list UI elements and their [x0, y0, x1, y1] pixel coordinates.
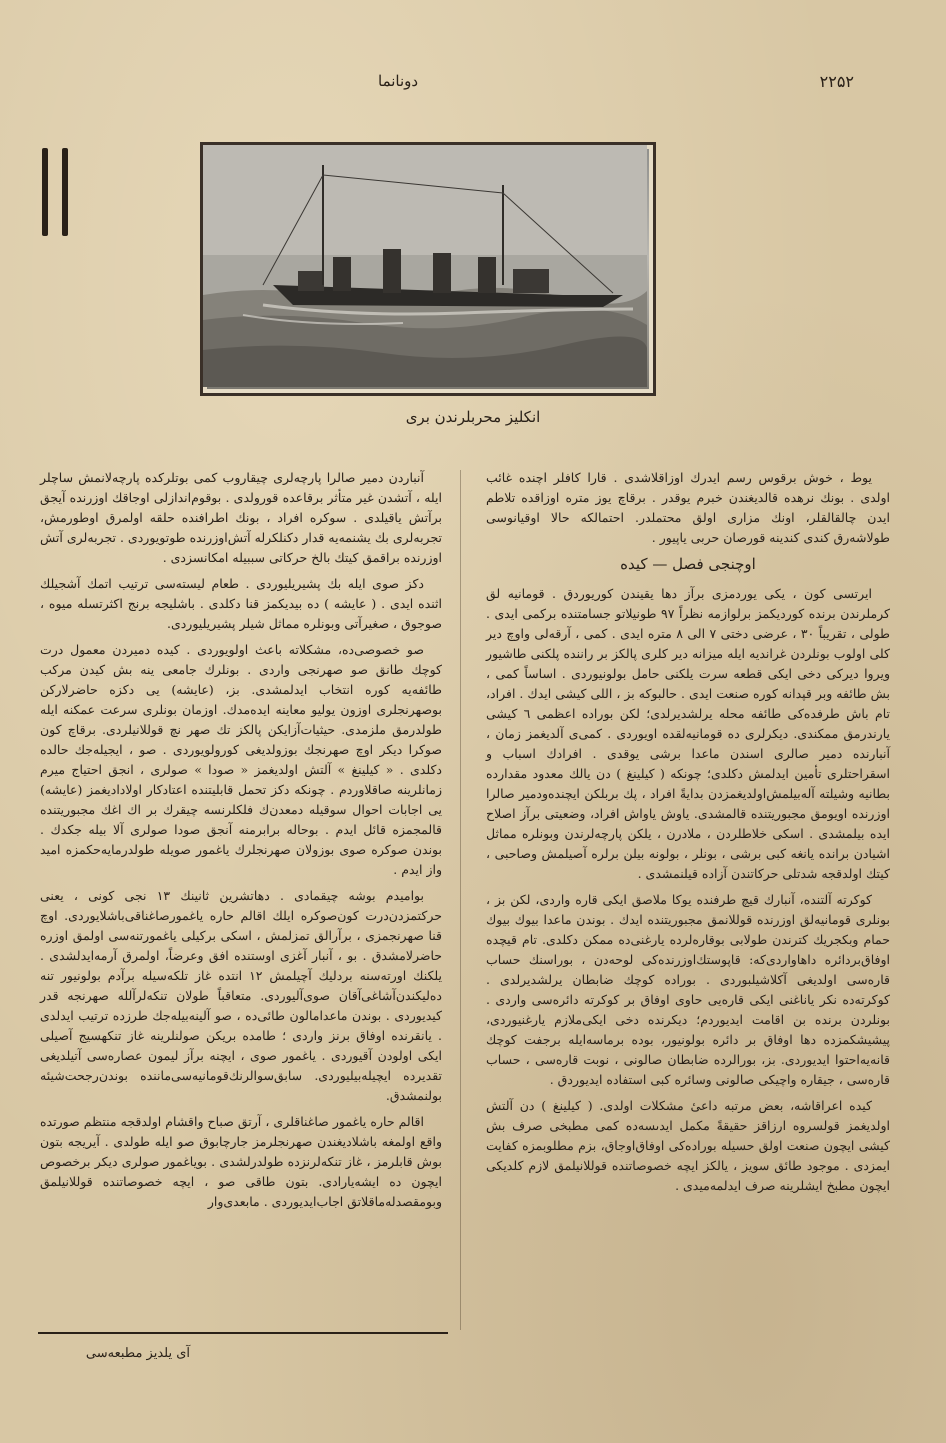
right-paragraph-3: كيده اعراقاشه، بعض مرتبه داعیٔ مشكلات اولدى. ( كيلينغ ) دن آلتش اولديغمز قولسروه ارزاقز حقيقةً مكمل ايدىسه‌ده كمى مطبخى صرف بش كيشى ايچون صنعت اولق حسيله بوراده‌كى اوفاق‌اوجاق، بزم مطلوبمزه كفايت ايمزدى . موجود طائق سويز ، يالكز ايچه خصوصاتنده قوللانيلمق لازم كلديكى ايچون مطبخ ايشلرينه صرف ايدلمه‌ميدى . [486, 1098, 890, 1193]
right-column [486, 468, 890, 1202]
photo-caption: انكليز محربلرندن برى [405, 408, 541, 426]
left-paragraph-4: بواميدم بوشه چيقمادى . دهاتشرين ثانينك ١٣ نجى كونى ، يعنى حركتمزدن‌درت كون‌صوكره ايلك اقالم حاره ياغمورصاغناقى‌باشلايوردى. اوچ قنا صهرنجمزى ، برآرالق تمزلمش ، اسكى بركيلى ياغمورتنه‌سى اولمق اوزره حاضرلامشدق . بو ، آنبار آغزى اوستنده افق وعرضاً، اولمرق آرمه‌ايدلشدى . يلكنك اورته‌سنه بردليك آچيلمش ۱۲ انتده غاز تلكه‌سيله برآدم بولونيور تنه‌ ده‌ليكندن‌آشاغى‌آقان صوى‌آليوردى. متعاقباً طولان تنكه‌لر‌آلله صهرنجه قدر كيديوردى . بوندن ماعدا‌مالون طائى‌ده ، صو آلينه‌بيله‌جك طرزده ترتيب ايدلدى . يانقرنده اوفاق برنز واردى ؛ طامده بريكن صولنلرينه غاز تنكهسيج آصيلى ايكى اولودن آقيوردى . ياغمور صوى ، ايچنه برآز ليمون عصاره‌سى آتيلديغى تقديرده ايچيله‌بيليوردى. سابق‌سوالرنك‌قومانيه‌سى‌مانند‌ه بوندن‌رجحت‌شيئه بولنمشدق. [40, 888, 442, 1103]
right-paragraph-2: كوكرته آلتنده، آنبارك قيچ طرفنده يوكا ملاصق ايكى قاره واردى، لكن بز ، بونلرى قومانيه‌لق اوزرنده قوللانمق مجبوريتنده ايدك . بوندن ماعدا بيوك بيوك حمام وبكجريك كترندن طولابى بوقاره‌لرده يارغنى‌ده ممكن دكلدى. تام قيچده اوفاق‌بردائره داها‌واردى‌كه: قاپوستك‌اوزرنده‌كى لوحه‌دن ، بوراسنك حساب قاره‌سى اولديغى آكلاشيلبوردى . بوراده كوچك ضابطان يرلشديرلدى . كوكرته‌ده نكر ياناغنى ايكى قاره‌يى حاوى اوفاق بر كوكرته دائره‌سى واردى . بونلردن برنده بن اقامت ايديوردم؛ ديكرنده دخى ايكى‌ملازم يارغنيوردى، پيشيشكمزده دها اوفاق بر دائره بولونيور، بوده برماسه‌ايله برجفت كوچك قانه‌يه‌احتوا ايديوردى. بز، بورالرده ضابطان صالونى ، نوبت قاره‌سى ، حساب قاره‌سى ، جيقاره واچيكى صالونى وسائره كبى استفاده ايديوردق . [486, 892, 890, 1087]
warship-illustration [203, 145, 647, 387]
printer-imprint: آى يلديز مطبعه‌سى [85, 1346, 190, 1361]
left-paragraph-3: صو خصوصى‌ده، مشكلاته باعث اولويوردى . كيده دميردن معمول درت كوچك طانق صو صهرنجى واردى . بونلرك جامعى ينه بش كيدن مركب طائفه‌يه كوره انتخاب ايدلمشدى. بز، (عايشه) يى دكزه حاضرلاركن بوصهرنجلرى اوزون يوليو معاينه ايده‌مدك. اوزمان بونلرى سرعت عمكنه ايله طولدرمق ملزمدى. حيثيات‌آزايكن پالكز تك صهر نچ قوللانيلردى. برقاچ كون صوكرا ديكر اوچ صهرنجك بوزولديغى كورولويوردى . صو ، ايجيله‌جك حالده دكلدى . « كيلينغ » آلتش اولديغمز « صودا » صولرى ، انجق احتياج ميرم زمانلرينه صاقلاوردم . چونكه دكز تحمل قابليتنده اعتادكار اولاداديغمز (عايشه) يى اجابات احوال سوقيله دمعدن‌ك فلكلرنسه چيقرك بر اك اغك مجبوريتنده قالمجمزه قائل ايدم . بوحاله برابرمنه آنجق صودا صولرى آلا بيله جكدك . بوندن صوكره صوى بوزولان صهرنجلرك ياغمور صويله طولدرمايه‌حكمزه اميد واز ايدم . [40, 642, 442, 877]
left-paragraph-5: اقالم حاره ياغمور صاغنا‌قلرى ، آرتق صباح واقشام اولدقجه منتظم صورتده واقع اولمغه باشلاديغندن صهرنجلرمز جارچابوق صو ايله طولدى . آيريجه بتون بوش قابلرمز ، غاز تنكه‌لرنزده طولدرلشدى . بوياغمور صولرى ديكر برخصوص ايچون ده ايشه‌يارادى. بتون طاقى صو ، ايچه خصوصاتنده قوللانيلمق وبومقصدله‌ماقلاتق اجاب‌ايديوردى . مابعدى‌وار [40, 1114, 442, 1209]
warship-photo [200, 142, 656, 396]
intro-paragraph: يوط ، خوش برقوس رسم ايدرك اوزاقلاشدى . قارا كافلر اچنده غائب اولدى . بونك نرهده قالديغندن خبرم يوقدر . برقاچ يوز متره اوزاقده تلاطم ايدن چالقالقلر، اونك مزارى اولق محتملدر. احتمالكه حالا اوقيانوسى طولاشه‌رق كندى كندينه قورصان حربى ياپيور . [486, 470, 890, 545]
closing-rule [38, 1332, 448, 1334]
margin-rule-left-2 [62, 148, 68, 236]
left-paragraph-2: دكز صوى ايله بك پشيريليوردى . طعام ليسته‌سى ترتيب اتمك آشجيلك اثنده ايدى . ( عايشه ) ده بيديكمز قنا دكلدى . باشليجه برنج اكثرتسله ميوه ، صوجوق ، صغيرآتى وبونلره مماثل شيلر پشيريليوردى. [40, 576, 442, 631]
section-heading: اوچنجى فصل — كيده [620, 555, 756, 573]
left-paragraph-1: آنباردن دمير صالرا پارچه‌لرى چيقاروب كمى بوتلركده پارچه‌لانمش ساچلر ايله ، آتشدن غير متأثر برقاعده قورولدى . بوقوم‌اندازلى اوجاقك اوزرنده آيجق برآتش ياقيلدى . سوكره افراد ، بونك اطرافنده حلقه اولمرق اوطورمش، تجربه‌لرى بك يشنمه‌يه قدار دكنلكرله آتش‌اوزرنده طوتويوردى . تجربه‌لرى آتش اوزرنده براقمق كيتك بالخ حركاتى سببيله امكانسزدى . [40, 470, 442, 565]
margin-rule-left-1 [42, 148, 48, 236]
left-column [40, 468, 442, 1218]
column-divider [460, 470, 461, 1330]
page-number: ۲۲۵۲ [819, 72, 854, 91]
journal-title: دونانما [378, 72, 419, 90]
right-paragraph-1: ايرتسى كون ، يكى يوردمزى برآز دها يقيندن كوريوردق . قومانيه لق كرملرندن برنده كورديكمز برلوازمه نظراً ٩٧ طونيلاتو جسامتنده بركمى ايدى . طولى ، تقريباً ٣٠ ، عرضى دختى ٧ الى ٨ متره ايدى . كمى ، آرقه‌لى واوچ دير كلى اولوب بونلردن غرانديه ايله ميزانه دير كلرى پالكز بر راننده پلكنى طاشيور ويروا ديركى دخى ايكى قطعه سرت يلكنى حامل بولونيوردى . اساساً كمى ، بش طائفه وبر قپدانه كوره صنعت ايدى . حالبوكه بز ، اللى كيشى ايدك . افراد، تام باش طرفده‌كى طائفه محله يرلشديرلدى؛ لكن بوراده اعظمى ٦ كيشى يارندرمق ممكندى. ديكرلرى ده قومانيه‌لقده اويوردى . كمى‌ى آلديغمز زمان ، آنبارنده دمير صالرى اسندن ماعدا برشى يوقدى . افرادك اسباب و اسقراحتلرى تأمين ايدلمش دكلدى؛ چونكه ( كيلينغ ) دن يالك معدود مقدارده بطانيه وشيلته آله‌بيلمش‌اولديغمزدن بدايةً افراد ، پك بربلكن ايچنده‌ودمير صالرا اوزرنده اويومق مجبوريتنده قالمشدى. ياوش ياواش افراد، وضعيتى برآز اصلاح ايده بيلمشدى . اسكى خلاطلردن ، ملادرن ، يلكن پارچه‌لرندن وبونلره مماثل اشيادن برانده يانغه كبى برشى ، بونلر ، بولونه بيلن برلره آصيلمش وصاحبى ، كيتك اولدقجه شدتلى حركاتندن آزاده قيلنمشدى . [486, 586, 890, 881]
